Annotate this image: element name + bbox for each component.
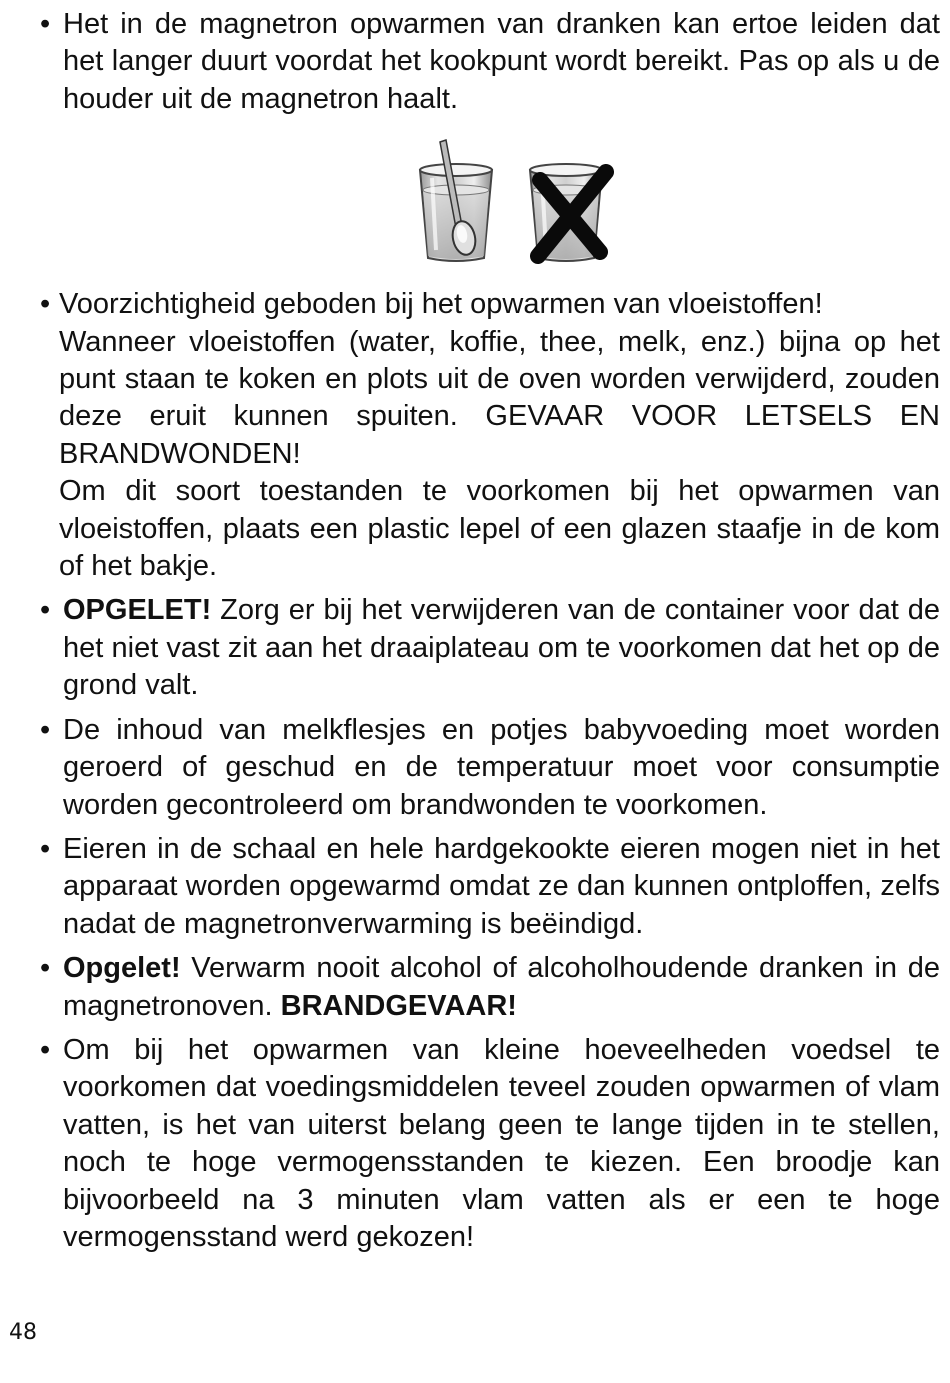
item-bold-2: BRANDGEVAAR! xyxy=(280,989,517,1022)
bullet: • xyxy=(40,8,51,40)
item-text: Eieren in de schaal en hele hardgekookte eieren mogen niet in het apparaat worden opgewarmd omdat ze dan kunnen ontploffen, zelfs nadat de magnetronverwarming is beëindigd. xyxy=(63,832,940,940)
item-text: De inhoud van melkflesjes en potjes babyvoeding moet worden geroerd of geschud en de temperatuur moet voor consumptie worden gecontroleerd om brandwonden te voorkomen. xyxy=(63,713,940,821)
item-bold: OPGELET! xyxy=(63,594,212,627)
item-lead: Voorzichtigheid geboden bij het opwarmen van vloeistoffen! xyxy=(59,288,823,321)
bullet: • xyxy=(40,594,51,627)
page-number: 48 xyxy=(9,1320,37,1345)
list-item xyxy=(40,1032,940,1256)
glasses-illustration xyxy=(410,138,620,266)
document-body xyxy=(40,6,940,1256)
bullet: • xyxy=(40,288,51,321)
list-item xyxy=(40,712,940,824)
item-text: Verwarm nooit alcohol of alcoholhoudende dranken in de magnetronoven. xyxy=(63,952,940,1022)
item-text: Het in de magnetron opwarmen van dranken kan ertoe leiden dat het langer duurt voordat het kookpunt wordt bereikt. Pas op als u de houder uit de magnetron haalt. xyxy=(63,8,940,115)
glass-crossed-out-icon xyxy=(530,164,606,261)
list-item xyxy=(40,831,940,943)
bullet: • xyxy=(40,1033,51,1066)
bullet: • xyxy=(40,952,51,985)
item-text-2: Om dit soort toestanden te voorkomen bij het opwarmen van vloeistoffen, plaats een plastic lepel of een glazen staafje in de kom of het bakje. xyxy=(59,475,940,583)
item-text: Om bij het opwarmen van kleine hoeveelheden voedsel te voorkomen dat voedingsmiddelen teveel zouden opwarmen of vlam vatten, is het van uiterst belang geen te lange tijden in te stellen, noch te hoge vermogensstanden te kiezen. Een broodje kan bijvoorbeeld na 3 minuten vlam vatten als er een te hoge vermogensstand werd gekozen! xyxy=(63,1033,940,1253)
item-text: Zorg er bij het verwijderen van de container voor dat de het niet vast zit aan het draaiplateau om te voorkomen dat het op de grond valt. xyxy=(63,594,940,702)
list-item xyxy=(40,950,940,1025)
bullet: • xyxy=(40,832,51,865)
item-bold: Opgelet! xyxy=(63,952,181,985)
glass-with-spoon-icon xyxy=(420,140,492,261)
list-item xyxy=(40,592,940,704)
list-item xyxy=(40,286,940,585)
bullet: • xyxy=(40,713,51,746)
item-text: Wanneer vloeistoffen (water, koffie, thee, melk, enz.) bijna op het punt staan te koken en plots uit de oven worden verwijderd, zouden deze eruit kunnen spuiten. GEVAAR VOOR LETSELS EN BRANDWONDEN! xyxy=(59,325,940,470)
list-item xyxy=(40,6,940,118)
